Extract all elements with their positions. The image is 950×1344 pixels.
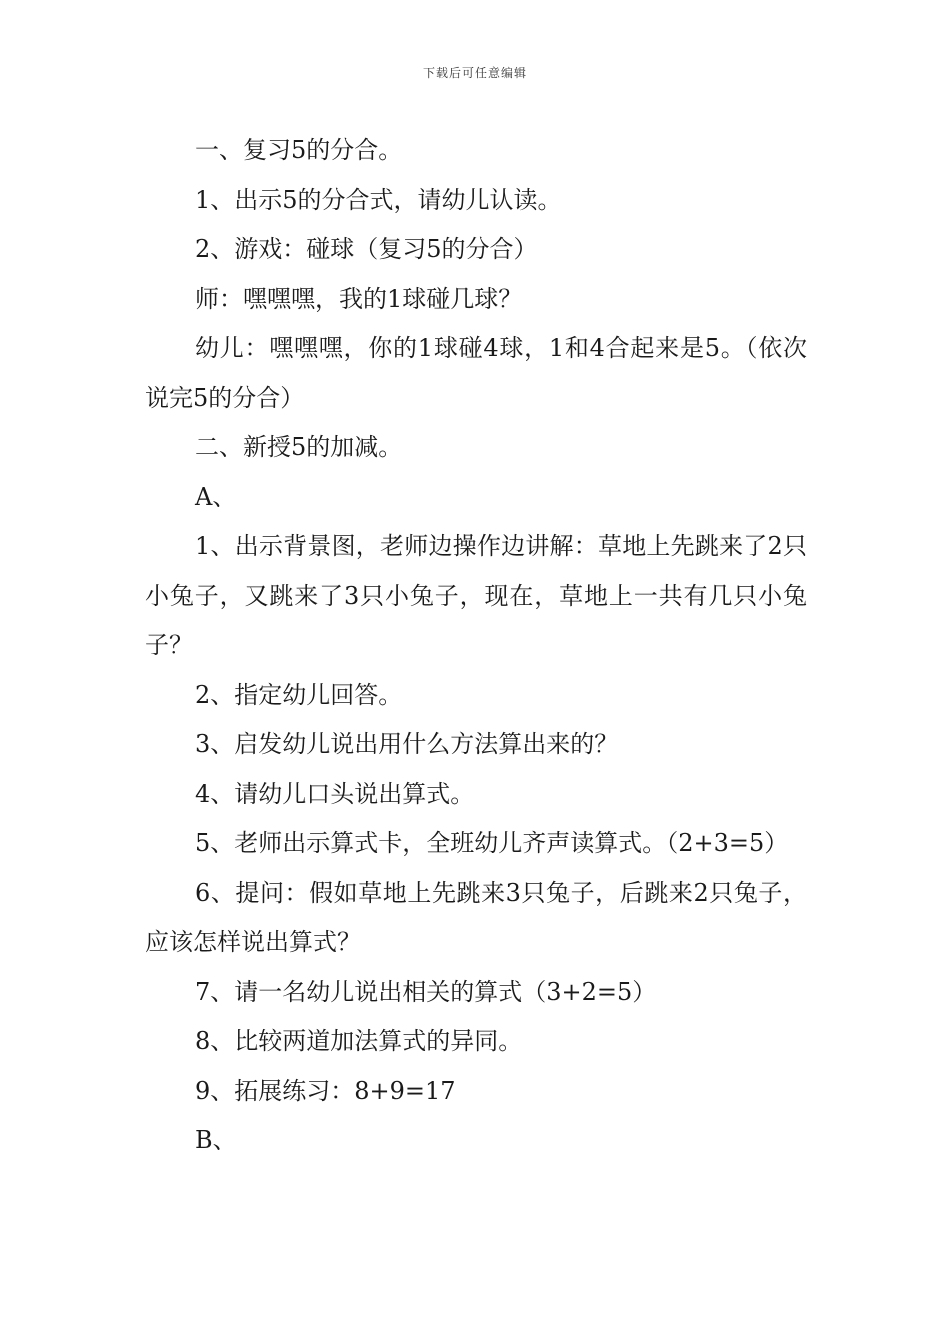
section-heading-new: 二、新授5的加减。 bbox=[195, 433, 403, 461]
section-heading-review: 一、复习5的分合。 bbox=[195, 136, 403, 164]
paragraph: 1、出示背景图，老师边操作边讲解：草地上先跳来了2只小兔子，又跳来了3只小兔子，现在，草地上一共有几只小兔子？ bbox=[145, 532, 807, 659]
paragraph: 幼儿：嘿嘿嘿，你的1球碰4球，1和4合起来是5。（依次说完5的分合） bbox=[145, 334, 807, 412]
paragraph: 9、拓展练习：8+9=17 bbox=[195, 1076, 456, 1105]
subsection-label-a: A、 bbox=[195, 482, 237, 511]
paragraph: 2、游戏：碰球（复习5的分合） bbox=[195, 235, 538, 263]
paragraph: 5、老师出示算式卡，全班幼儿齐声读算式。（2+3=5） bbox=[195, 829, 789, 857]
paragraph: 2、指定幼儿回答。 bbox=[195, 680, 403, 709]
paragraph: 师：嘿嘿嘿，我的1球碰几球？ bbox=[195, 284, 523, 313]
paragraph: 7、请一名幼儿说出相关的算式（3+2=5） bbox=[195, 977, 657, 1006]
paragraph: 4、请幼儿口头说出算式。 bbox=[195, 779, 475, 808]
paragraph: 1、出示5的分合式，请幼儿认读。 bbox=[195, 185, 562, 214]
paragraph: 8、比较两道加法算式的异同。 bbox=[195, 1027, 523, 1055]
subsection-label-b: B、 bbox=[195, 1126, 237, 1154]
paragraph: 3、启发幼儿说出用什么方法算出来的？ bbox=[195, 730, 619, 758]
document-body bbox=[145, 126, 807, 1166]
page-header: 下载后可任意编辑 bbox=[422, 66, 527, 80]
paragraph: 6、提问：假如草地上先跳来3只兔子，后跳来2只兔子，应该怎样说出算式？ bbox=[145, 878, 807, 956]
